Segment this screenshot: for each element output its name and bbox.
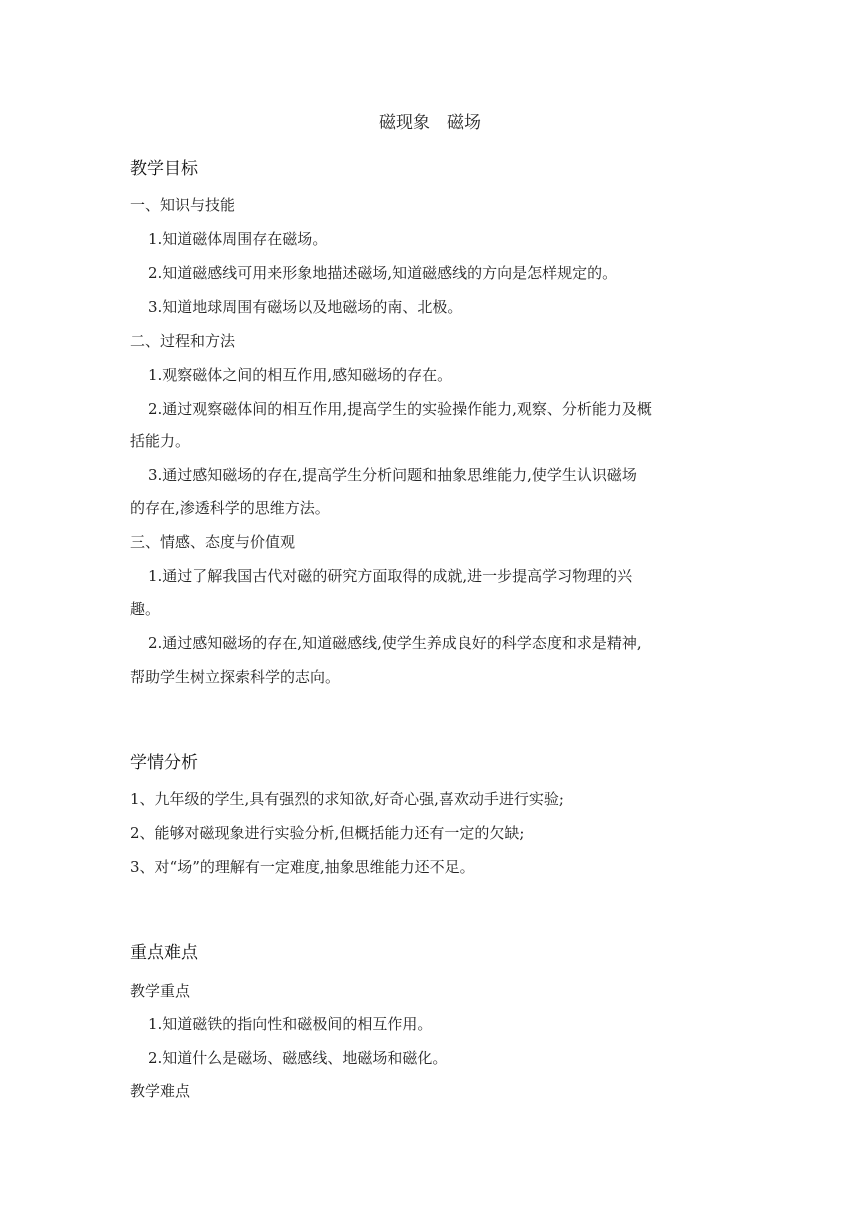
list-item: 3、对“场”的理解有一定难度,抽象思维能力还不足。	[130, 858, 475, 876]
section-heading-student-analysis: 学情分析	[130, 753, 198, 773]
list-item: 1.通过了解我国古代对磁的研究方面取得的成就,进一步提高学习物理的兴	[148, 567, 633, 585]
list-item: 1.观察磁体之间的相互作用,感知磁场的存在。	[148, 366, 453, 384]
list-item: 3.通过感知磁场的存在,提高学生分析问题和抽象思维能力,使学生认识磁场	[148, 466, 637, 484]
subheading: 三、情感、态度与价值观	[130, 533, 296, 551]
list-item: 2.知道什么是磁场、磁感线、地磁场和磁化。	[148, 1049, 448, 1067]
list-item-continuation: 括能力。	[130, 432, 191, 450]
list-item-continuation: 趣。	[130, 600, 161, 618]
list-item: 3.知道地球周围有磁场以及地磁场的南、北极。	[148, 298, 463, 316]
subheading: 教学难点	[130, 1082, 191, 1100]
subheading: 教学重点	[130, 982, 191, 1000]
list-item: 2、能够对磁现象进行实验分析,但概括能力还有一定的欠缺;	[130, 824, 525, 842]
list-item: 1.知道磁铁的指向性和磁极间的相互作用。	[148, 1015, 433, 1033]
section-heading-key-points: 重点难点	[130, 943, 198, 963]
list-item-continuation: 的存在,渗透科学的思维方法。	[130, 499, 330, 517]
list-item: 2.知道磁感线可用来形象地描述磁场,知道磁感线的方向是怎样规定的。	[148, 264, 618, 282]
list-item: 2.通过感知磁场的存在,知道磁感线,使学生养成良好的科学态度和求是精神,	[148, 634, 642, 652]
subheading: 二、过程和方法	[130, 332, 236, 350]
list-item: 1、九年级的学生,具有强烈的求知欲,好奇心强,喜欢动手进行实验;	[130, 790, 564, 808]
list-item-continuation: 帮助学生树立探索科学的志向。	[130, 668, 341, 686]
list-item: 1.知道磁体周围存在磁场。	[148, 230, 328, 248]
subheading: 一、知识与技能	[130, 196, 236, 214]
list-item: 2.通过观察磁体间的相互作用,提高学生的实验操作能力,观察、分析能力及概	[148, 400, 652, 418]
document-title: 磁现象 磁场	[379, 113, 481, 133]
section-heading-teaching-goals: 教学目标	[130, 159, 198, 179]
